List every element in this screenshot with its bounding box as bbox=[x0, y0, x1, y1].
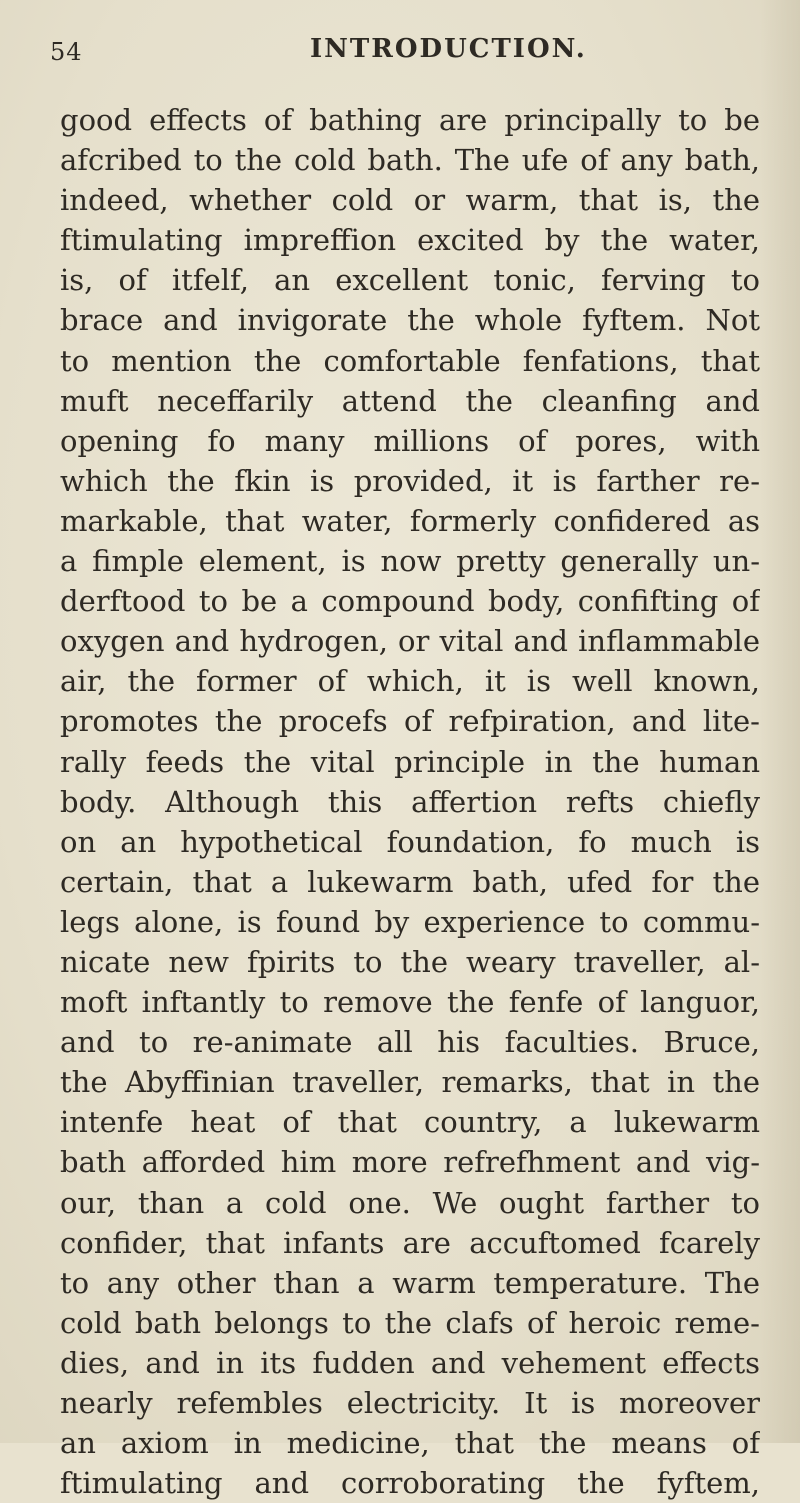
text-line: moft inftantly to remove the fenfe of languor, bbox=[60, 985, 760, 1020]
text-line: derftood to be a compound body, confifting of bbox=[60, 584, 760, 619]
text-line: confider, that infants are accuftomed fcarely bbox=[60, 1225, 760, 1260]
text-line: good effects of bathing are principally to be bbox=[60, 103, 760, 137]
text-line: opening fo many millions of pores, with bbox=[60, 423, 760, 458]
text-line: cold bath belongs to the clafs of heroic reme- bbox=[60, 1305, 760, 1340]
text-line: on an hypothetical foundation, fo much is bbox=[60, 824, 760, 859]
text-line: body. Although this affertion refts chiefly bbox=[60, 784, 760, 819]
text-line: air, the former of which, it is well known, bbox=[60, 664, 760, 699]
text-line: rally feeds the vital principle in the human bbox=[60, 744, 760, 779]
page-header bbox=[0, 22, 800, 66]
text-line: and to re-animate all his faculties. Bruce, bbox=[60, 1025, 760, 1060]
page-edge-shadow bbox=[760, 0, 800, 1443]
text-line: promotes the procefs of refpiration, and lite- bbox=[60, 704, 760, 739]
text-line: certain, that a lukewarm bath, ufed for the bbox=[60, 864, 760, 899]
text-line: nicate new fpirits to the weary traveller, al- bbox=[60, 944, 760, 979]
text-line: to mention the comfortable fenfations, that bbox=[60, 343, 760, 378]
text-line: an axiom in medicine, that the means of bbox=[60, 1426, 760, 1461]
text-line: our, than a cold one. We ought farther to bbox=[60, 1185, 760, 1220]
text-line: dies, and in its fudden and vehement effects bbox=[60, 1345, 760, 1380]
text-line: brace and invigorate the whole fyftem. Not bbox=[60, 303, 760, 338]
text-line: ftimulating and corroborating the fyftem, bbox=[60, 1466, 760, 1501]
running-head: INTRODUCTION. bbox=[310, 34, 587, 64]
text-line: ftimulating impreffion excited by the water, bbox=[60, 223, 760, 258]
page-number: 54 bbox=[50, 38, 83, 66]
text-line: intenfe heat of that country, a lukewarm bbox=[60, 1105, 760, 1140]
text-line: the Abyffinian traveller, remarks, that in the bbox=[60, 1065, 760, 1100]
text-line: legs alone, is found by experience to commu- bbox=[60, 904, 760, 939]
text-line: to any other than a warm temperature. The bbox=[60, 1265, 760, 1300]
text-line: markable, that water, formerly confidered as bbox=[60, 503, 760, 538]
text-line: muft neceffarily attend the cleanfing and bbox=[60, 383, 760, 418]
text-line: which the fkin is provided, it is farther re- bbox=[60, 463, 760, 498]
text-line: afcribed to the cold bath. The ufe of any bath, bbox=[60, 143, 760, 178]
text-line: is, of itfelf, an excellent tonic, ferving to bbox=[60, 263, 760, 298]
text-line: indeed, whether cold or warm, that is, the bbox=[60, 183, 760, 218]
body-text bbox=[60, 100, 760, 1503]
text-line: nearly refembles electricity. It is moreover bbox=[60, 1386, 760, 1420]
text-line: a fimple element, is now pretty generally un- bbox=[60, 544, 760, 579]
text-line: bath afforded him more refrefhment and vig- bbox=[60, 1145, 760, 1180]
text-line: oxygen and hydrogen, or vital and inflammable bbox=[60, 624, 760, 659]
